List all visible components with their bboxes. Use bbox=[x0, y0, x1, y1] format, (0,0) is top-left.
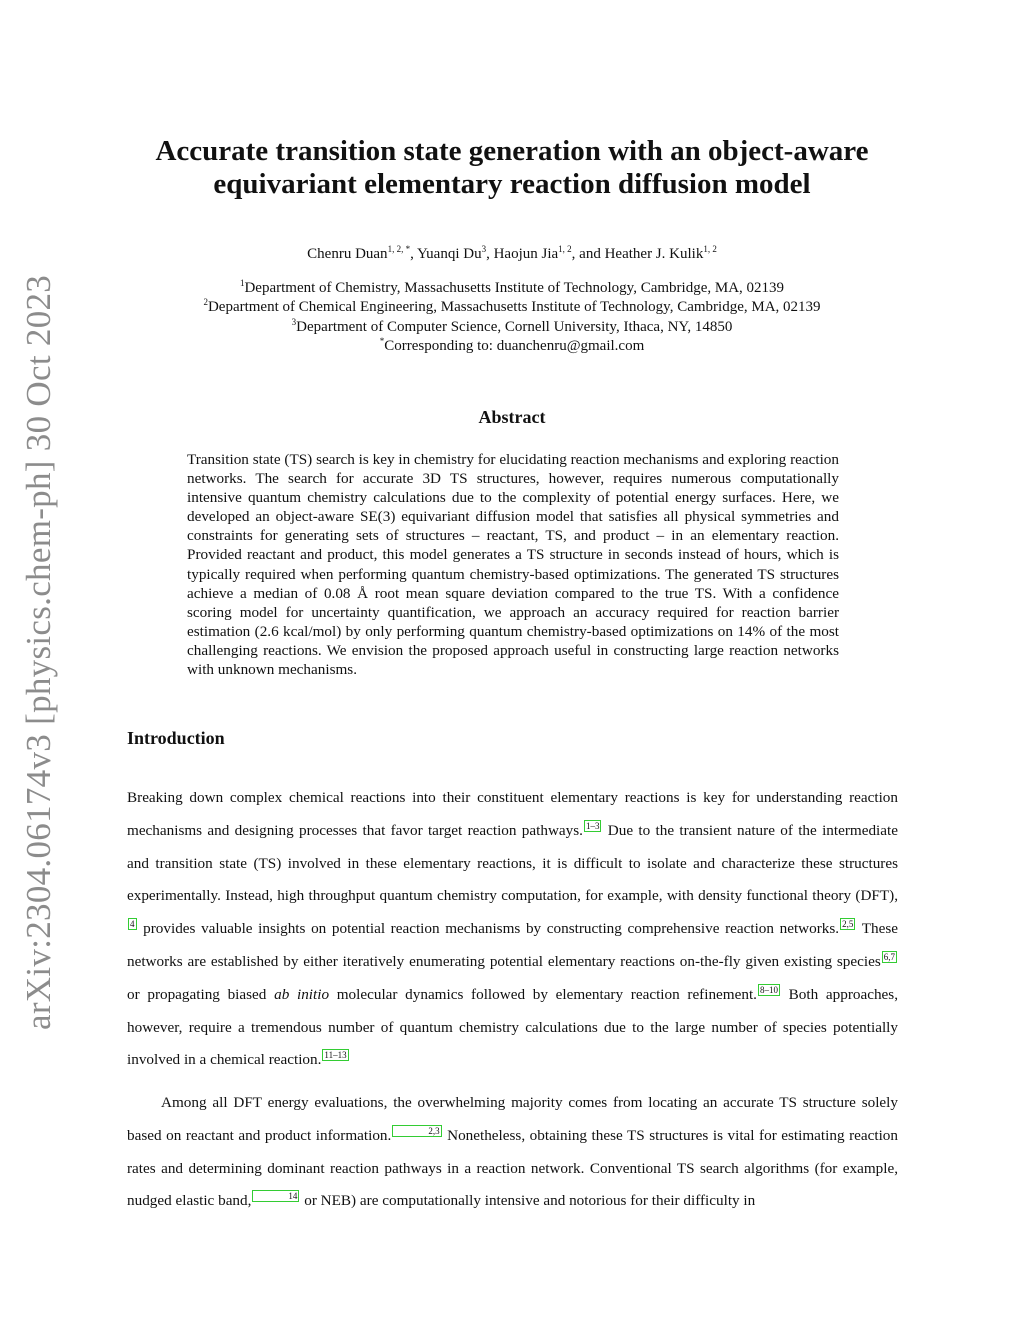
citation-link[interactable]: 4 bbox=[130, 919, 135, 930]
affiliation-text: Corresponding to: duanchenru@gmail.com bbox=[384, 337, 645, 354]
citation-link[interactable]: 8–10 bbox=[759, 984, 778, 995]
body-text: or NEB) are computationally intensive and notorious for their difficulty in bbox=[300, 1192, 756, 1210]
citation-link[interactable]: 2,5 bbox=[842, 919, 854, 930]
paper-title bbox=[120, 135, 904, 201]
title-line-2: equivariant elementary reaction diffusion model bbox=[213, 168, 811, 200]
title-line-1: Accurate transition state generation with an object-aware bbox=[155, 135, 869, 167]
emphasis-text: ab initio bbox=[274, 985, 330, 1003]
body-text: Both approaches, however, require a tremendous number of quantum chemistry calculations due to the large number of species potentially involved in a chemical reaction. bbox=[127, 985, 899, 1069]
introduction-heading: Introduction bbox=[127, 728, 225, 748]
citation-link[interactable]: 6,7 bbox=[883, 951, 895, 962]
affiliation-list bbox=[120, 279, 904, 356]
affiliation bbox=[120, 279, 904, 298]
abstract-body: Transition state (TS) search is key in chemistry for elucidating reaction mechanisms and exploring reaction networks. The search for accurate 3D TS structures, however, requires numerous computationally intensive quantum chemistry calculations due to the complexity of potential energy surfaces. Here, we developed an object-aware SE(3) equivariant diffusion model that satisfies all physical symmetries and constraints for generating sets of structures – reactant, TS, and product – in an elementary reaction. Provided reactant and product, this model generates a TS structure in seconds instead of hours, which is typically required when performing quantum chemistry-based optimizations. The generated TS structures achieve a median of 0.08 Å root mean square deviation compared to the true TS. With a confidence scoring model for uncertainty quantification, we approach an accuracy required for reaction barrier estimation (2.6 kcal/mol) by only performing quantum chemistry-based optimizations on 14% of the most challenging reactions. We envision the proposed approach useful in constructing large reaction networks with unknown mechanisms. bbox=[187, 451, 839, 679]
citation-link[interactable]: 14 bbox=[252, 1190, 299, 1202]
author: Chenru Duan bbox=[307, 246, 388, 262]
separator: , bbox=[486, 246, 494, 262]
citation-link[interactable]: 2,3 bbox=[392, 1125, 441, 1137]
corresponding-author bbox=[120, 337, 904, 356]
body-text: Due to the transient nature of the intermediate and transition state (TS) involved in these elementary reactions, it is difficult to isolate and characterize these structures experimentally. Instead, high throughput quantum chemistry computation, for example, with density functional theory (DFT), bbox=[127, 821, 898, 905]
author: Haojun Jia bbox=[493, 246, 559, 262]
affiliation-text: Department of Computer Science, Cornell University, Ithaca, NY, 14850 bbox=[296, 318, 733, 335]
body-text: provides valuable insights on potential reaction mechanisms by constructing comprehensive reaction networks. bbox=[137, 920, 840, 938]
body-text: Among all DFT energy evaluations, the overwhelming majority comes from locating an accurate TS structure solely based on reactant and product information. bbox=[127, 1094, 898, 1144]
body-text: Breaking down complex chemical reactions into their constituent elementary reactions is key for understanding reaction mechanisms and designing processes that favor target reaction pathways. bbox=[127, 789, 898, 839]
affiliation-text: Department of Chemical Engineering, Massachusetts Institute of Technology, Cambridge, MA, 02139 bbox=[207, 299, 821, 316]
author-affil-sup: 1, 2, * bbox=[387, 244, 411, 254]
affiliation-sup: 3 bbox=[291, 316, 297, 327]
affiliation bbox=[120, 318, 904, 337]
author-affil-sup: 1, 2 bbox=[703, 244, 717, 254]
affiliation-sup: 1 bbox=[239, 278, 245, 288]
arxiv-sidebar-stamp: arXiv:2304.06174v3 [physics.chem-ph] 30 Oct 2023 bbox=[19, 274, 58, 1030]
abstract-heading: Abstract bbox=[478, 407, 546, 427]
body-text: Nonetheless, obtaining these TS structures is vital for estimating reaction rates and determining dominant reaction pathways in a reaction network. Conventional TS search algorithms (for example, nudged elastic band, bbox=[127, 1126, 898, 1210]
affiliation bbox=[120, 298, 904, 317]
separator: , bbox=[410, 246, 418, 262]
author-affil-sup: 1, 2 bbox=[558, 244, 572, 254]
body-text: molecular dynamics followed by elementary reaction refinement. bbox=[329, 985, 757, 1003]
citation-link[interactable]: 1–3 bbox=[585, 820, 600, 831]
body-text: These networks are established by either iteratively enumerating potential elementary reactions on-the-fly given existing species bbox=[127, 920, 898, 970]
author-affil-sup: 3 bbox=[481, 244, 487, 254]
citation-link[interactable]: 11–13 bbox=[324, 1050, 347, 1061]
affiliation-sup: 2 bbox=[203, 297, 208, 308]
author-list bbox=[120, 244, 904, 264]
intro-paragraph-2 bbox=[127, 1087, 898, 1218]
intro-paragraph-1 bbox=[127, 782, 898, 1077]
affiliation-text: Department of Chemistry, Massachusetts Institute of Technology, Cambridge, MA, 02139 bbox=[244, 280, 785, 296]
separator: , and bbox=[571, 246, 605, 262]
body-text: or propagating biased bbox=[127, 985, 275, 1003]
affiliation-sup: * bbox=[379, 335, 385, 346]
author: Heather J. Kulik bbox=[604, 246, 704, 262]
author: Yuanqi Du bbox=[417, 246, 482, 262]
